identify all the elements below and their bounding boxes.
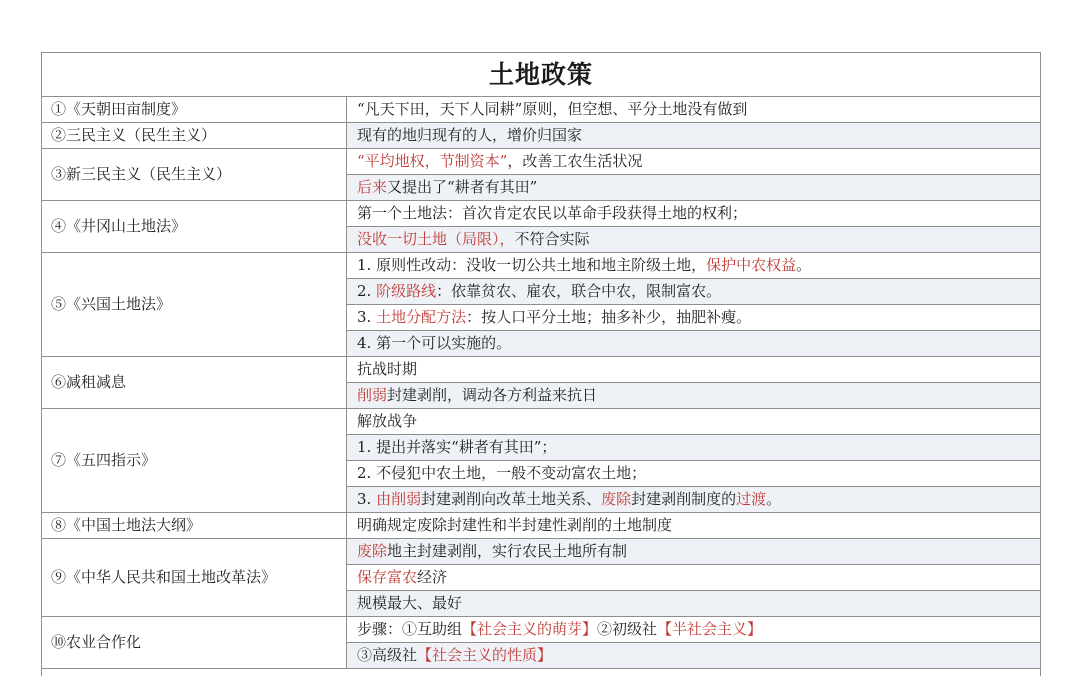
content-text: 封建剥削，调动各方利益来抗日 (387, 386, 598, 404)
highlight-text: 土地分配方法 (376, 308, 467, 326)
content-text: ：依靠贫农、雇农，联合中农，限制富农。 (436, 282, 722, 300)
policy-content-cell (347, 565, 1041, 591)
table-row (42, 513, 1040, 539)
highlight-text: “平均地权，节制资本” (357, 152, 508, 170)
content-text: 1. 原则性改动：没收一切公共土地和地主阶级土地， (357, 256, 707, 274)
highlight-text: 没收一切土地（局限）， (357, 230, 515, 248)
policy-name-cell: ⑦《五四指示》 (42, 409, 347, 513)
policy-name-cell: ⑨《中华人民共和国土地改革法》 (42, 539, 347, 617)
content-text: 第一个土地法：首次肯定农民以革命手段获得土地的权利； (357, 204, 748, 222)
policy-content-cell (347, 175, 1041, 201)
policy-content-cell (347, 617, 1041, 643)
content-text: 3. (357, 308, 377, 326)
policy-content-cell (347, 539, 1041, 565)
content-text: 2. 不侵犯中农土地，一般不变动富农土地； (357, 464, 647, 482)
content-text: 。 (796, 256, 812, 274)
highlight-text: 阶级路线 (376, 282, 437, 300)
table-row (42, 357, 1040, 383)
highlight-text: 废除 (357, 542, 388, 560)
highlight-text: 保存富农 (357, 568, 418, 586)
policy-content-cell (347, 383, 1041, 409)
highlight-text: 【社会主义的性质】 (417, 646, 553, 664)
policy-content-cell (347, 591, 1041, 617)
content-text: 经济 (417, 568, 448, 586)
policy-name-cell: ③新三民主义（民生主义） (42, 149, 347, 201)
policy-sheet (41, 52, 1041, 676)
content-text: ，改善工农生活状况 (507, 152, 643, 170)
highlight-text: 由削弱 (376, 490, 422, 508)
table-row (42, 149, 1040, 175)
policy-name-cell: ⑤《兴国土地法》 (42, 253, 347, 357)
policy-name-cell: ②三民主义（民生主义） (42, 123, 347, 149)
policy-name-cell: ⑥减租减息 (42, 357, 347, 409)
table-row (42, 253, 1040, 279)
policy-content-cell (347, 149, 1041, 175)
page-title: 土地政策 (42, 53, 1040, 97)
policy-content-cell (347, 513, 1041, 539)
content-text: 3. (357, 490, 377, 508)
content-text: 。 (766, 490, 782, 508)
policy-name-cell: ⑧《中国土地法大纲》 (42, 513, 347, 539)
content-text: 现有的地归现有的人，增价归国家 (357, 126, 583, 144)
highlight-text: 【半社会主义】 (657, 620, 763, 638)
highlight-text: 保护中农权益 (706, 256, 797, 274)
policy-content-cell (347, 409, 1041, 435)
policy-name-cell: ⑩农业合作化 (42, 617, 347, 669)
table-row (42, 409, 1040, 435)
policy-content-cell (347, 253, 1041, 279)
highlight-text: 【社会主义的萌芽】 (462, 620, 598, 638)
content-text: 步骤：①互助组 (357, 620, 463, 638)
policy-table (42, 97, 1040, 669)
policy-content-cell (347, 201, 1041, 227)
content-text: 2. (357, 282, 377, 300)
highlight-text: 过渡 (736, 490, 767, 508)
policy-content-cell (347, 357, 1041, 383)
policy-content-cell (347, 97, 1041, 123)
policy-content-cell (347, 279, 1041, 305)
policy-content-cell (347, 305, 1041, 331)
highlight-text: 削弱 (357, 386, 388, 404)
content-text: ：按人口平分土地；抽多补少，抽肥补瘦。 (466, 308, 752, 326)
policy-content-cell (347, 487, 1041, 513)
highlight-text: 废除 (601, 490, 632, 508)
policy-content-cell (347, 331, 1041, 357)
table-row (42, 97, 1040, 123)
policy-name-cell: ①《天朝田亩制度》 (42, 97, 347, 123)
content-text: ③高级社 (357, 646, 418, 664)
table-row (42, 123, 1040, 149)
policy-content-cell (347, 123, 1041, 149)
policy-content-cell (347, 227, 1041, 253)
content-text: 解放战争 (357, 412, 418, 430)
content-text: ②初级社 (597, 620, 658, 638)
content-text: 1. 提出并落实“耕者有其田”； (357, 438, 557, 456)
content-text: 明确规定废除封建性和半封建性剥削的土地制度 (357, 516, 673, 534)
policy-content-cell (347, 461, 1041, 487)
table-row (42, 539, 1040, 565)
content-text: 规模最大、最好 (357, 594, 463, 612)
content-text: “凡天下田，天下人同耕”原则，但空想、平分土地没有做到 (357, 100, 748, 118)
policy-content-cell (347, 435, 1041, 461)
content-text: 抗战时期 (357, 360, 418, 378)
content-text: 地主封建剥削，实行农民土地所有制 (387, 542, 628, 560)
content-text: 不符合实际 (514, 230, 590, 248)
policy-name-cell: ④《井冈山土地法》 (42, 201, 347, 253)
content-text: 4. 第一个可以实施的。 (357, 334, 512, 352)
content-text: 封建剥削制度的 (631, 490, 737, 508)
content-text: 封建剥削向改革土地关系、 (421, 490, 602, 508)
content-text: 又提出了“耕者有其田” (387, 178, 538, 196)
table-row (42, 617, 1040, 643)
table-row (42, 201, 1040, 227)
highlight-text: 后来 (357, 178, 388, 196)
policy-content-cell (347, 643, 1041, 669)
